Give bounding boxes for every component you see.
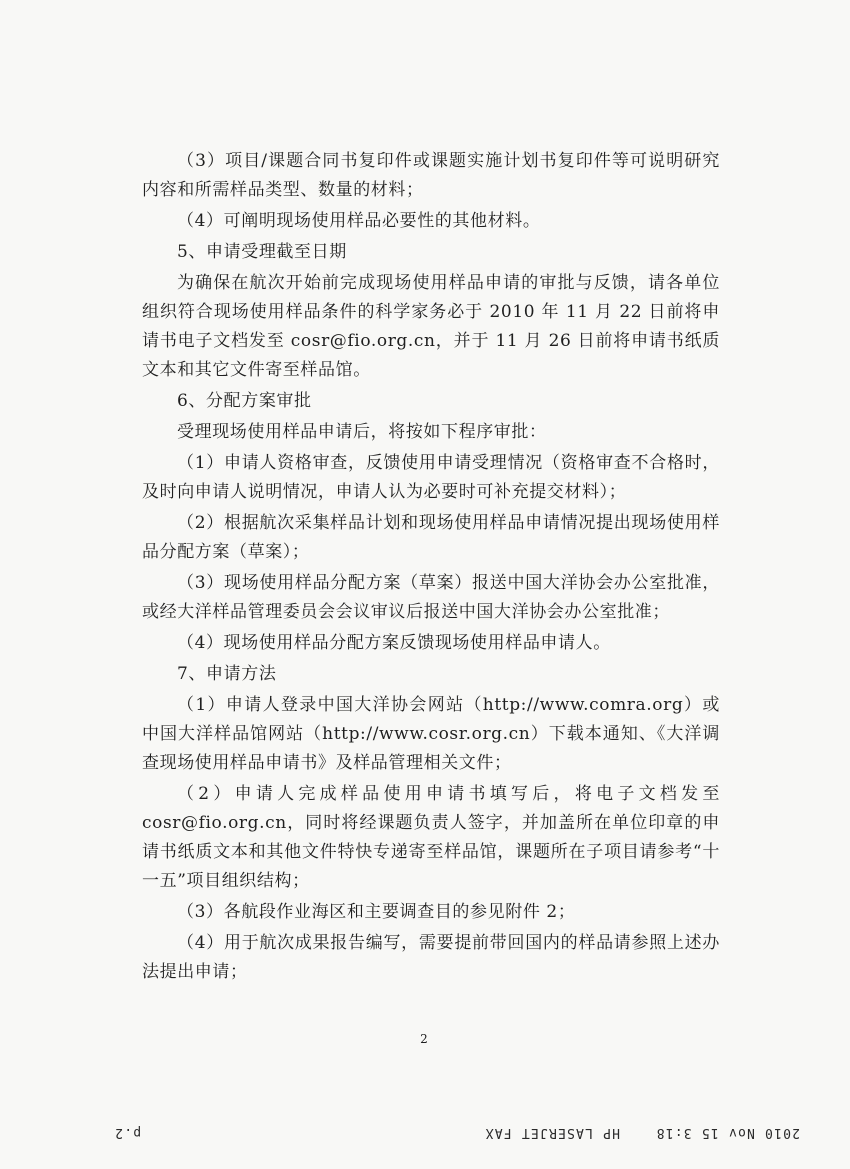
page-number: 2: [420, 1032, 428, 1046]
paragraph-review-3: （3）现场使用样品分配方案（草案）报送中国大洋协会办公室批准，或经大洋样品管理委员会会议审议后报送中国大洋协会办公室批准；: [142, 573, 720, 622]
paragraph-review-2: （2）根据航次采集样品计划和现场使用样品申请情况提出现场使用样品分配方案（草案）；: [142, 513, 720, 562]
fax-page-label: p.2: [114, 1125, 142, 1140]
section-heading-5: 5、申请受理截至日期: [177, 242, 347, 262]
fax-date-time: 2010 Nov 15 3:18: [655, 1125, 800, 1140]
paragraph-review-4: （4）现场使用样品分配方案反馈现场使用样品申请人。: [177, 633, 611, 653]
paragraph-method-1: （1）申请人登录中国大洋协会网站（http://www.comra.org）或中国大洋样品馆网站（http://www.cosr.org.cn）下载本通知、《大洋调查现场使用样品申请书》及样品管理相关文件；: [142, 695, 720, 773]
paragraph-method-3: （3）各航段作业海区和主要调查目的参见附件 2；: [177, 902, 576, 922]
paragraph-method-2: （2）申请人完成样品使用申请书填写后，将电子文档发至 cosr@fio.org.cn，同时将经课题负责人签字，并加盖所在单位印章的申请书纸质文本和其他文件特快专递寄至样品馆，课题所在子项目请参考“十一五”项目组织结构；: [142, 784, 720, 891]
document-body: [142, 147, 720, 989]
section-heading-7: 7、申请方法: [177, 664, 277, 684]
paragraph-method-4: （4）用于航次成果报告编写，需要提前带回国内的样品请参照上述办法提出申请；: [142, 933, 720, 982]
fax-device-name: HP LASERJET FAX: [484, 1125, 620, 1140]
paragraph-item-3-materials: （3）项目/课题合同书复印件或课题实施计划书复印件等可说明研究内容和所需样品类型、数量的材料；: [142, 151, 720, 200]
paragraph-review-intro: 受理现场使用样品申请后，将按如下程序审批：: [177, 422, 547, 442]
paragraph-item-4-materials: （4）可阐明现场使用样品必要性的其他材料。: [177, 211, 541, 231]
fax-header-line: [100, 1118, 800, 1140]
paragraph-review-1: （1）申请人资格审查，反馈使用申请受理情况（资格审查不合格时，及时向申请人说明情况，申请人认为必要时可补充提交材料）；: [142, 453, 720, 502]
section-heading-6: 6、分配方案审批: [177, 391, 312, 411]
paragraph-deadline: 为确保在航次开始前完成现场使用样品申请的审批与反馈，请各单位组织符合现场使用样品条件的科学家务必于 2010 年 11 月 22 日前将申请书电子文档发至 cosr@fio.org.cn，并于 11 月 26 日前将申请书纸质文本和其它文件寄至样品馆。: [142, 273, 720, 380]
